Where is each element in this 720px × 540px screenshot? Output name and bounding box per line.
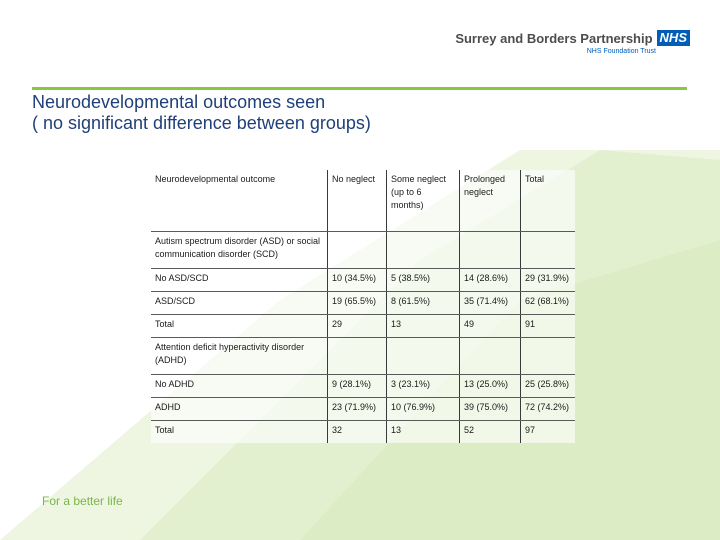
table-cell: 10 (34.5%) [328, 269, 387, 292]
table-cell: 29 [328, 315, 387, 338]
header-cell: Prolonged neglect [460, 170, 521, 232]
organization-logo [455, 30, 690, 55]
table-cell: 13 [387, 315, 460, 338]
table-cell: 52 [460, 421, 521, 444]
nhs-badge: NHS [657, 30, 690, 46]
row-label: No ASD/SCD [151, 269, 328, 292]
section-label: Attention deficit hyperactivity disorder (ADHD) [151, 338, 328, 375]
table-row [151, 232, 575, 269]
row-label: Total [151, 315, 328, 338]
table-row [151, 421, 575, 444]
table-row [151, 375, 575, 398]
table-cell: 25 (25.8%) [521, 375, 576, 398]
table-header-row [151, 170, 575, 232]
header-cell: Neurodevelopmental outcome [151, 170, 328, 232]
row-label: ADHD [151, 398, 328, 421]
table-cell: 5 (38.5%) [387, 269, 460, 292]
row-label: No ADHD [151, 375, 328, 398]
table-cell: 72 (74.2%) [521, 398, 576, 421]
table-cell [460, 232, 521, 269]
table-cell: 39 (75.0%) [460, 398, 521, 421]
title-line-1: Neurodevelopmental outcomes seen [32, 92, 326, 112]
table-cell [460, 338, 521, 375]
row-label: ASD/SCD [151, 292, 328, 315]
table-cell [328, 338, 387, 375]
header-cell: No neglect [328, 170, 387, 232]
outcomes-table [151, 170, 575, 443]
table-cell: 13 [387, 421, 460, 444]
table-row [151, 315, 575, 338]
header-divider [32, 87, 687, 90]
header-cell: Total [521, 170, 576, 232]
footer-tagline: For a better life [42, 494, 123, 508]
table-cell [328, 232, 387, 269]
table-cell: 13 (25.0%) [460, 375, 521, 398]
table-row [151, 269, 575, 292]
title-line-2: ( no significant difference between groups) [32, 113, 371, 133]
table-cell [387, 232, 460, 269]
table-cell: 97 [525, 425, 536, 435]
table-cell: 23 (71.9%) [328, 398, 387, 421]
table-cell: 32 [328, 421, 387, 444]
table-cell [521, 338, 576, 375]
row-label: Total [151, 421, 328, 444]
table-cell: 9 (28.1%) [328, 375, 387, 398]
table-cell: 49 [460, 315, 521, 338]
table-cell [387, 338, 460, 375]
table-cell: 62 (68.1%) [521, 292, 576, 315]
slide-title [32, 92, 371, 134]
table-row [151, 338, 575, 375]
foundation-trust-label: NHS Foundation Trust [586, 48, 656, 55]
table-row [151, 292, 575, 315]
table-row [151, 398, 575, 421]
org-name: Surrey and Borders Partnership [455, 30, 653, 46]
table-cell: 35 (71.4%) [460, 292, 521, 315]
table-cell: 29 (31.9%) [521, 269, 576, 292]
table-cell: 19 (65.5%) [328, 292, 387, 315]
section-label: Autism spectrum disorder (ASD) or social communication disorder (SCD) [151, 232, 328, 269]
table-cell: 8 (61.5%) [387, 292, 460, 315]
table-cell: 10 (76.9%) [387, 398, 460, 421]
header-cell: Some neglect (up to 6 months) [387, 170, 460, 232]
table-cell [521, 232, 576, 269]
table-cell: 3 (23.1%) [387, 375, 460, 398]
table-cell: 14 (28.6%) [460, 269, 521, 292]
table-cell: 91 [521, 315, 576, 338]
